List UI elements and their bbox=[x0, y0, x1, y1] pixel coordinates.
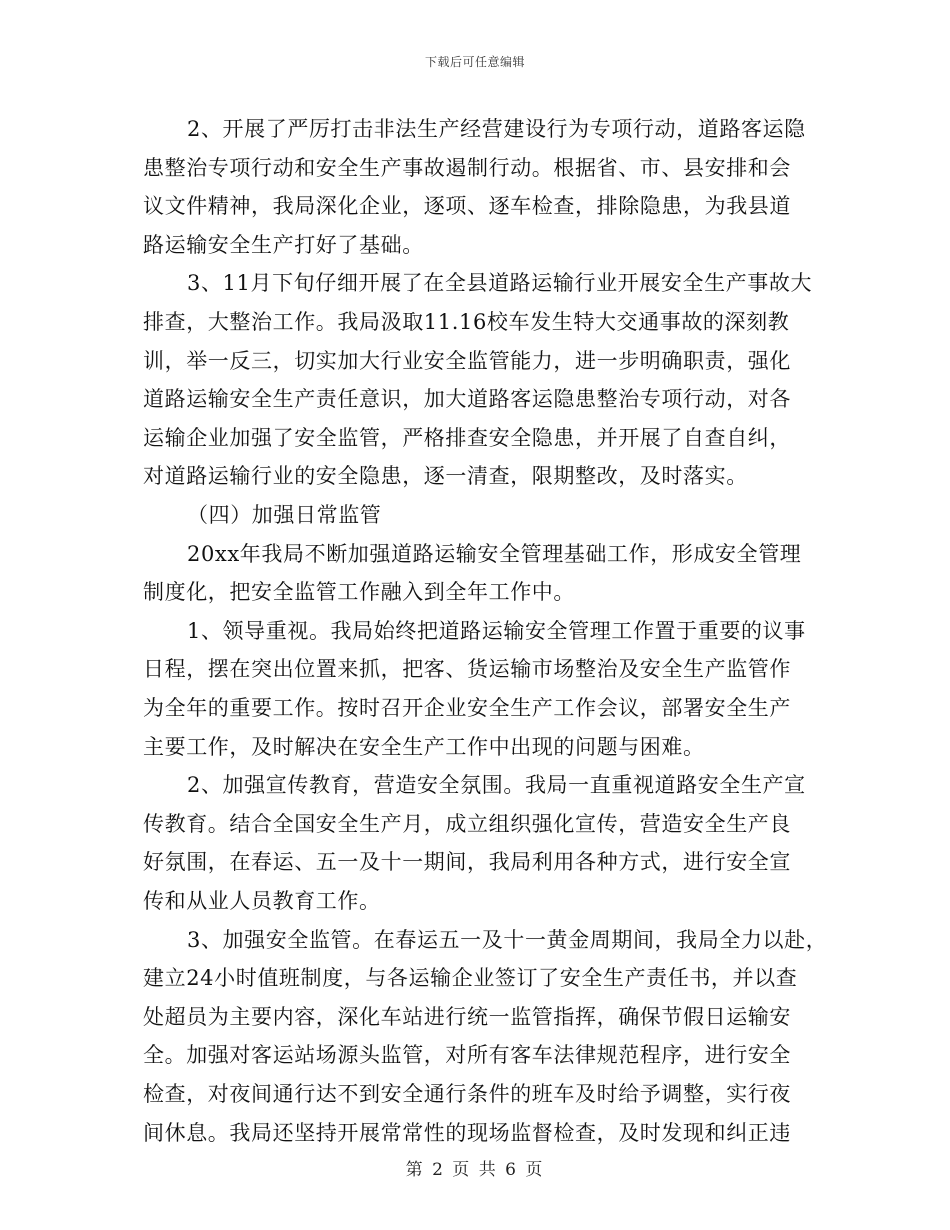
text-line: 训，举一反三，切实加大行业安全监管能力，进一步明确职责，强化 bbox=[143, 348, 791, 373]
text-line: 主要工作，及时解决在安全生产工作中出现的问题与困难。 bbox=[143, 734, 705, 759]
text-line: 3、11月下旬仔细开展了在全县道路运输行业开展安全生产事故大 bbox=[187, 271, 813, 296]
text-line: 3、加强安全监管。在春运五一及十一黄金周期间，我局全力以赴， bbox=[187, 927, 828, 952]
text-line: 处超员为主要内容，深化车站进行统一监管指挥，确保节假日运输安 bbox=[143, 1004, 791, 1029]
text-line: 全。加强对客运站场源头监管，对所有客车法律规范程序，进行安全 bbox=[143, 1043, 791, 1068]
text-line: 检查，对夜间通行达不到安全通行条件的班车及时给予调整，实行夜 bbox=[143, 1082, 791, 1106]
text-line: 2、加强宣传教育，营造安全氛围。我局一直重视道路安全生产宣 bbox=[187, 773, 806, 798]
text-line: 传教育。结合全国安全生产月，成立组织强化宣传，营造安全生产良 bbox=[143, 811, 791, 836]
text-line: 间休息。我局还坚持开展常常性的现场监督检查，及时发现和纠正违 bbox=[143, 1120, 791, 1145]
text-line: 好氛围，在春运、五一及十一期间，我局利用各种方式，进行安全宣 bbox=[143, 850, 791, 875]
page-footer: 第 2 页 共 6 页 bbox=[405, 1160, 545, 1180]
text-line: 制度化，把安全监管工作融入到全年工作中。 bbox=[143, 580, 575, 605]
text-line: 道路运输安全生产责任意识，加大道路客运隐患整治专项行动，对各 bbox=[143, 387, 791, 412]
text-line: （四）加强日常监管 bbox=[187, 503, 382, 527]
text-line: 20xx年我局不断加强道路运输安全管理基础工作，形成安全管理 bbox=[187, 541, 802, 566]
text-line: 路运输安全生产打好了基础。 bbox=[143, 232, 424, 257]
text-line: 为全年的重要工作。按时召开企业安全生产工作会议，部署安全生产 bbox=[143, 696, 791, 720]
text-line: 议文件精神，我局深化企业，逐项、逐车检查，排除隐患，为我县道 bbox=[143, 194, 791, 219]
text-line: 运输企业加强了安全监管，严格排查安全隐患，并开展了自查自纠， bbox=[143, 425, 791, 450]
text-line: 排查，大整治工作。我局汲取11.16校车发生特大交通事故的深刻教 bbox=[143, 310, 790, 334]
text-line: 1、领导重视。我局始终把道路运输安全管理工作置于重要的议事 bbox=[187, 618, 806, 643]
text-line: 2、开展了严厉打击非法生产经营建设行为专项行动，道路客运隐 bbox=[187, 117, 806, 141]
text-line: 对道路运输行业的安全隐患，逐一清查，限期整改，及时落实。 bbox=[143, 464, 748, 489]
text-line: 传和从业人员教育工作。 bbox=[143, 889, 381, 913]
text-line: 患整治专项行动和安全生产事故遏制行动。根据省、市、县安排和会 bbox=[143, 155, 791, 180]
page-header: 下载后可任意编辑 bbox=[424, 55, 525, 69]
text-line: 建立24小时值班制度，与各运输企业签订了安全生产责任书，并以查 bbox=[143, 966, 798, 991]
text-line: 日程，摆在突出位置来抓，把客、货运输市场整治及安全生产监管作 bbox=[143, 657, 791, 682]
